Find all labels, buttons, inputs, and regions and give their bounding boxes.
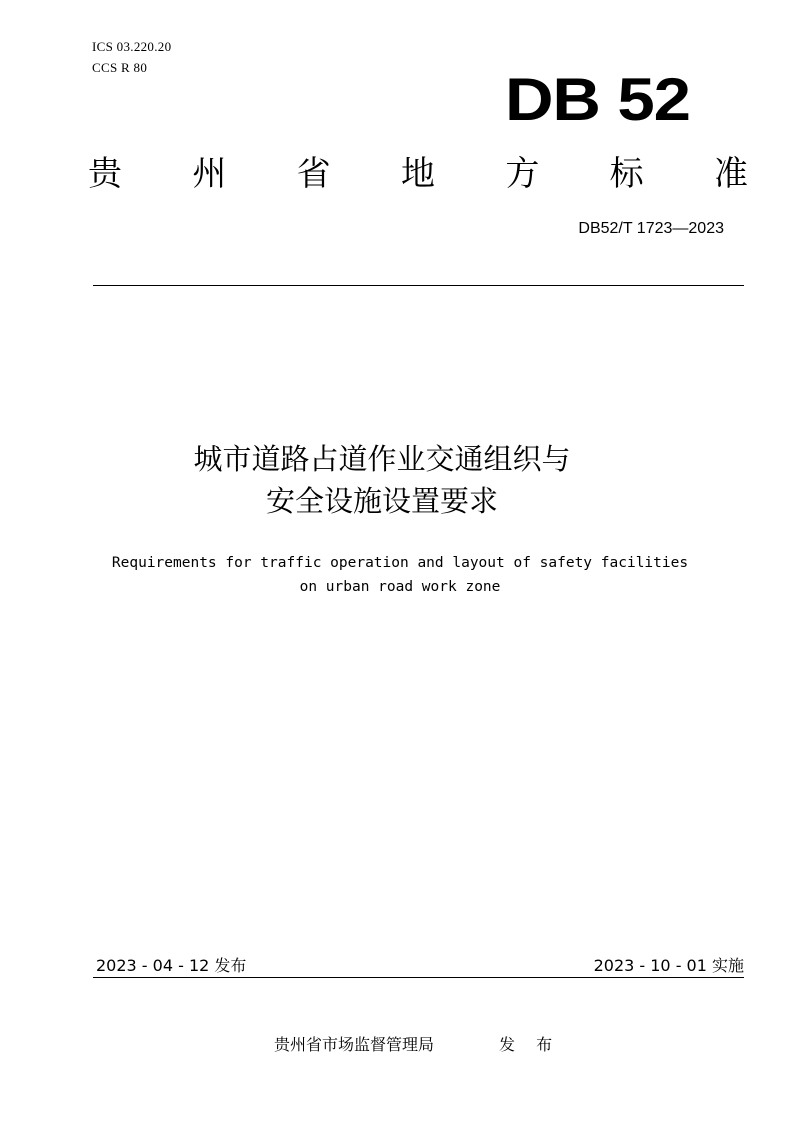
db-mark-logo: DB 52 (505, 66, 690, 133)
standard-type-char: 方 (505, 154, 540, 194)
standard-type-heading (88, 152, 748, 196)
title-en-line-1: Requirements for traffic operation and layout of safety facilities (111, 555, 689, 571)
ccs-code: CCS R 80 (92, 60, 148, 75)
ics-code: ICS 03.220.20 (92, 39, 172, 54)
publish-label: 发 布 (499, 1035, 561, 1054)
standard-type-char: 标 (609, 154, 644, 194)
title-zh-line-1: 城市道路占道作业交通组织与 (193, 442, 571, 476)
standard-number: DB52/T 1723—2023 (578, 220, 724, 237)
standard-type-char: 地 (400, 154, 435, 194)
footer-divider (93, 977, 744, 978)
standard-type-char: 州 (192, 154, 227, 194)
publisher-name: 贵州省市场监督管理局 (274, 1035, 435, 1054)
standard-type-char: 贵 (88, 154, 122, 194)
issue-date: 2023 - 04 - 12 发布 (96, 956, 247, 975)
implementation-date: 2023 - 10 - 01 实施 (593, 956, 744, 975)
title-en-line-2: on urban road work zone (299, 579, 501, 595)
header-divider (93, 285, 744, 286)
standard-type-char: 省 (296, 154, 331, 194)
title-zh-line-2: 安全设施设置要求 (265, 484, 498, 518)
standard-type-char: 准 (713, 154, 748, 194)
